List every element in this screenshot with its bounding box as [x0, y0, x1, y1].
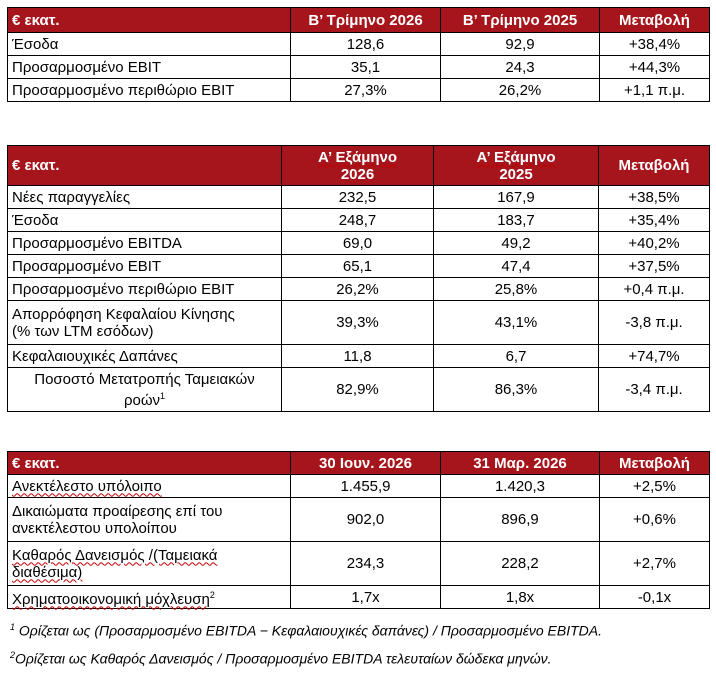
cell-change: -0,1x	[600, 586, 710, 609]
table-row	[8, 209, 710, 232]
row-label: Έσοδα	[8, 33, 291, 56]
header-line: Α’ Εξάμηνο	[476, 148, 556, 166]
cell-change: +1,1 π.μ.	[600, 79, 710, 102]
table-header-row	[8, 452, 710, 475]
cell-value: 43,1%	[434, 301, 599, 345]
cell-value: 1,7x	[291, 586, 441, 609]
cell-value: 49,2	[434, 232, 599, 255]
row-label: Προσαρμοσμένο EBIT	[8, 255, 282, 278]
table-row	[8, 301, 710, 345]
cell-value: 183,7	[434, 209, 599, 232]
row-label-line: ροών	[123, 391, 161, 409]
header-current-half	[282, 146, 434, 186]
cell-value: 896,9	[441, 498, 600, 542]
header-line: 2026	[340, 165, 375, 183]
header-current-date: 30 Ιουν. 2026	[291, 452, 441, 475]
row-label	[8, 586, 291, 609]
cell-value: 92,9	[441, 33, 600, 56]
row-label-line: Καθαρός Δανεισμός /(Ταμειακά	[12, 546, 218, 564]
header-prior-half	[434, 146, 599, 186]
row-label-text: Ανεκτέλεστο υπόλοιπο	[12, 477, 162, 495]
cell-value: 1.455,9	[291, 475, 441, 498]
row-label	[8, 475, 291, 498]
table-row	[8, 345, 710, 368]
cell-value: 234,3	[291, 542, 441, 586]
row-label-line: διαθέσιμα)	[12, 563, 83, 581]
table-row	[8, 278, 710, 301]
table-header-row	[8, 8, 710, 33]
quarterly-table	[7, 7, 710, 102]
header-unit: € εκατ.	[8, 452, 291, 475]
cell-change: +38,5%	[599, 186, 710, 209]
cell-change: -3,8 π.μ.	[599, 301, 710, 345]
cell-value: 902,0	[291, 498, 441, 542]
row-label: Προσαρμοσμένο περιθώριο EBIT	[8, 79, 291, 102]
footnote-mark: 2	[10, 650, 16, 660]
header-change: Μεταβολή	[600, 452, 710, 475]
cell-value: 27,3%	[291, 79, 441, 102]
cell-value: 6,7	[434, 345, 599, 368]
row-label	[8, 301, 282, 345]
header-current-quarter: B’ Τρίμηνο 2026	[291, 8, 441, 33]
cell-value: 65,1	[282, 255, 434, 278]
row-label: Έσοδα	[8, 209, 282, 232]
cell-value: 26,2%	[441, 79, 600, 102]
cell-change: +2,7%	[600, 542, 710, 586]
cell-change: +2,5%	[600, 475, 710, 498]
cell-value: 228,2	[441, 542, 600, 586]
footnote-2	[10, 650, 552, 667]
cell-change: +74,7%	[599, 345, 710, 368]
cell-value: 39,3%	[282, 301, 434, 345]
cell-value: 11,8	[282, 345, 434, 368]
table-row	[8, 542, 710, 586]
footnote-marker: 1	[160, 390, 166, 401]
row-label: Νέες παραγγελίες	[8, 186, 282, 209]
cell-change: +37,5%	[599, 255, 710, 278]
cell-change: +0,4 π.μ.	[599, 278, 710, 301]
row-label: Προσαρμοσμένο EBIT	[8, 56, 291, 79]
cell-value: 69,0	[282, 232, 434, 255]
cell-value: 24,3	[441, 56, 600, 79]
cell-value: 128,6	[291, 33, 441, 56]
cell-value: 248,7	[282, 209, 434, 232]
row-label: Κεφαλαιουχικές Δαπάνες	[8, 345, 282, 368]
cell-value: 35,1	[291, 56, 441, 79]
cell-value: 232,5	[282, 186, 434, 209]
header-unit: € εκατ.	[8, 146, 282, 186]
header-prior-date: 31 Μαρ. 2026	[441, 452, 600, 475]
cell-value: 1.420,3	[441, 475, 600, 498]
footnote-mark: 1	[10, 622, 16, 632]
header-prior-quarter: B’ Τρίμηνο 2025	[441, 8, 600, 33]
cell-change: +44,3%	[600, 56, 710, 79]
row-label-line: ανεκτέλεστου υπολοίπου	[12, 519, 177, 537]
table-row	[8, 79, 710, 102]
cell-value: 167,9	[434, 186, 599, 209]
cell-change: -3,4 π.μ.	[599, 368, 710, 412]
row-label	[8, 542, 291, 586]
cell-change: +40,2%	[599, 232, 710, 255]
cell-change: +38,4%	[600, 33, 710, 56]
row-label	[8, 498, 291, 542]
cell-value: 86,3%	[434, 368, 599, 412]
cell-value: 47,4	[434, 255, 599, 278]
footnote-text: Ορίζεται ως Καθαρός Δανεισμός / Προσαρμοσμένο EBITDA τελευταίων δώδεκα μηνών.	[15, 650, 552, 667]
table-row	[8, 586, 710, 609]
half-year-table	[7, 145, 710, 412]
cell-value: 1,8x	[441, 586, 600, 609]
cell-value: 26,2%	[282, 278, 434, 301]
table-row	[8, 255, 710, 278]
table-row	[8, 186, 710, 209]
header-line: Α’ Εξάμηνο	[317, 148, 398, 166]
table-row	[8, 475, 710, 498]
footnote-marker: 2	[209, 589, 215, 600]
footnote-1	[10, 622, 602, 639]
row-label	[8, 368, 282, 412]
table-row	[8, 56, 710, 79]
row-label: Προσαρμοσμένο περιθώριο EBIT	[8, 278, 282, 301]
cell-change: +0,6%	[600, 498, 710, 542]
header-line: 2025	[499, 165, 533, 183]
row-label-line: Ποσοστό Μετατροπής Ταμειακών	[34, 370, 255, 388]
table-row	[8, 232, 710, 255]
cell-value: 82,9%	[282, 368, 434, 412]
header-change: Μεταβολή	[599, 146, 710, 186]
table-row	[8, 498, 710, 542]
table-row	[8, 33, 710, 56]
row-label-line: Απορρόφηση Κεφαλαίου Κίνησης	[12, 305, 235, 323]
table-row	[8, 368, 710, 412]
cell-change: +35,4%	[599, 209, 710, 232]
header-change: Μεταβολή	[600, 8, 710, 33]
header-unit: € εκατ.	[8, 8, 291, 33]
row-label-text: Χρηματοοικονομική μόχλευση	[12, 590, 210, 608]
row-label-line: (% των LTM εσόδων)	[12, 322, 154, 340]
table-header-row	[8, 146, 710, 186]
balance-table	[7, 451, 710, 609]
row-label-line: Δικαιώματα προαίρεσης επί του	[12, 502, 223, 520]
cell-value: 25,8%	[434, 278, 599, 301]
footnote-text: Ορίζεται ως (Προσαρμοσμένο EBITDA − Κεφαλαιουχικές δαπάνες) / Προσαρμοσμένο EBITDA.	[15, 622, 602, 639]
row-label: Προσαρμοσμένο EBITDA	[8, 232, 282, 255]
